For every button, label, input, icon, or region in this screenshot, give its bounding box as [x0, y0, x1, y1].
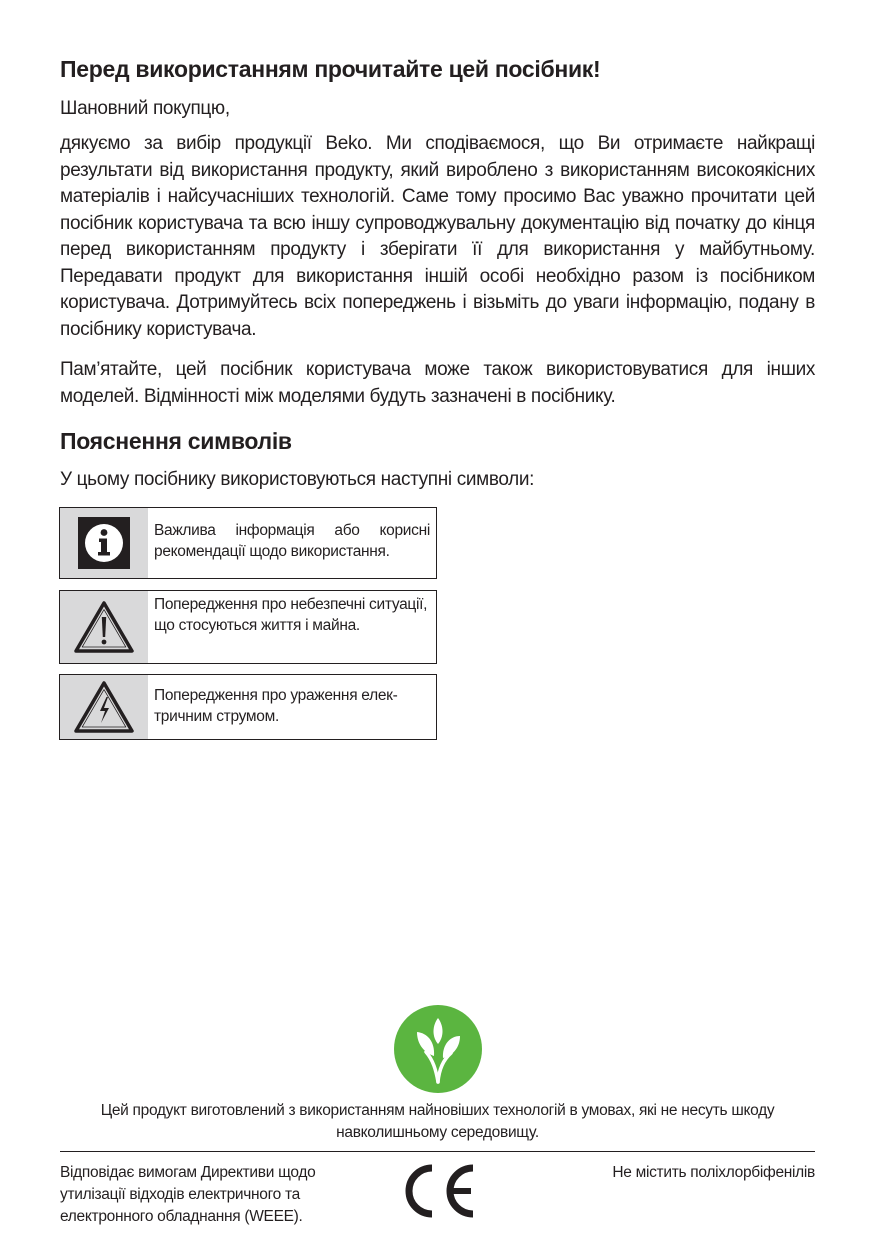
- eco-leaf-icon: [393, 1004, 483, 1094]
- warning-icon: [60, 591, 148, 663]
- symbol-row-electric: [59, 674, 437, 740]
- weee-statement: Відповідає вимогам Директиви щодо утилізації відходів електричного та електронного обладнання (WEEE).: [60, 1164, 316, 1225]
- page-heading: Перед використанням прочитайте цей посібник!: [60, 56, 601, 82]
- eco-statement: Цей продукт виготовлений з використанням найновіших технологій в умовах, які не несуть шкоду навколишньому середовищу.: [100, 1102, 775, 1141]
- symbol-row-info: [59, 507, 437, 579]
- symbols-heading: Пояснення символів: [60, 428, 292, 454]
- ce-mark-icon: [399, 1163, 477, 1219]
- symbol-text: Попередження про ураження елек-тричним струмом.: [154, 687, 398, 725]
- pcb-statement: Не містить поліхлорбіфенілів: [612, 1164, 815, 1181]
- symbol-text: Попередження про небезпечні ситуації, що стосуються життя і майна.: [154, 596, 428, 634]
- symbol-row-warning: [59, 590, 437, 664]
- symbols-intro-text: У цьому посібнику використовуються наступні символи:: [60, 469, 535, 490]
- greeting-text: Шановний покупцю,: [60, 98, 230, 119]
- intro-paragraph: дякуємо за вибір продукції Beko. Ми сподіваємося, що Ви отримаєте найкращі результати від використання продукту, який вироблено з використанням високоякісних матеріалів і найсучасніших технологій. Саме тому просимо Вас уважно прочитати цей посібник користувача та всю іншу супроводжувальну документацію від початку до кінця перед використанням продукту і зберігати її для використання у майбутньому. Передавати продукт для використання іншій особі необхідно разом із посібником користувача. Дотримуйтесь всіх попереджень і візьміть до уваги інформацію, подану в посібнику користувача.: [60, 133, 815, 340]
- info-icon: [60, 508, 148, 578]
- divider: [60, 1151, 815, 1152]
- note-paragraph: Пам’ятайте, цей посібник користувача може також використовуватися для інших моделей. Відмінності між моделями будуть зазначені в посібнику.: [60, 359, 815, 407]
- symbol-text: Важлива інформація або корисні рекомендації щодо використання.: [154, 522, 430, 560]
- electric-shock-icon: [60, 675, 148, 739]
